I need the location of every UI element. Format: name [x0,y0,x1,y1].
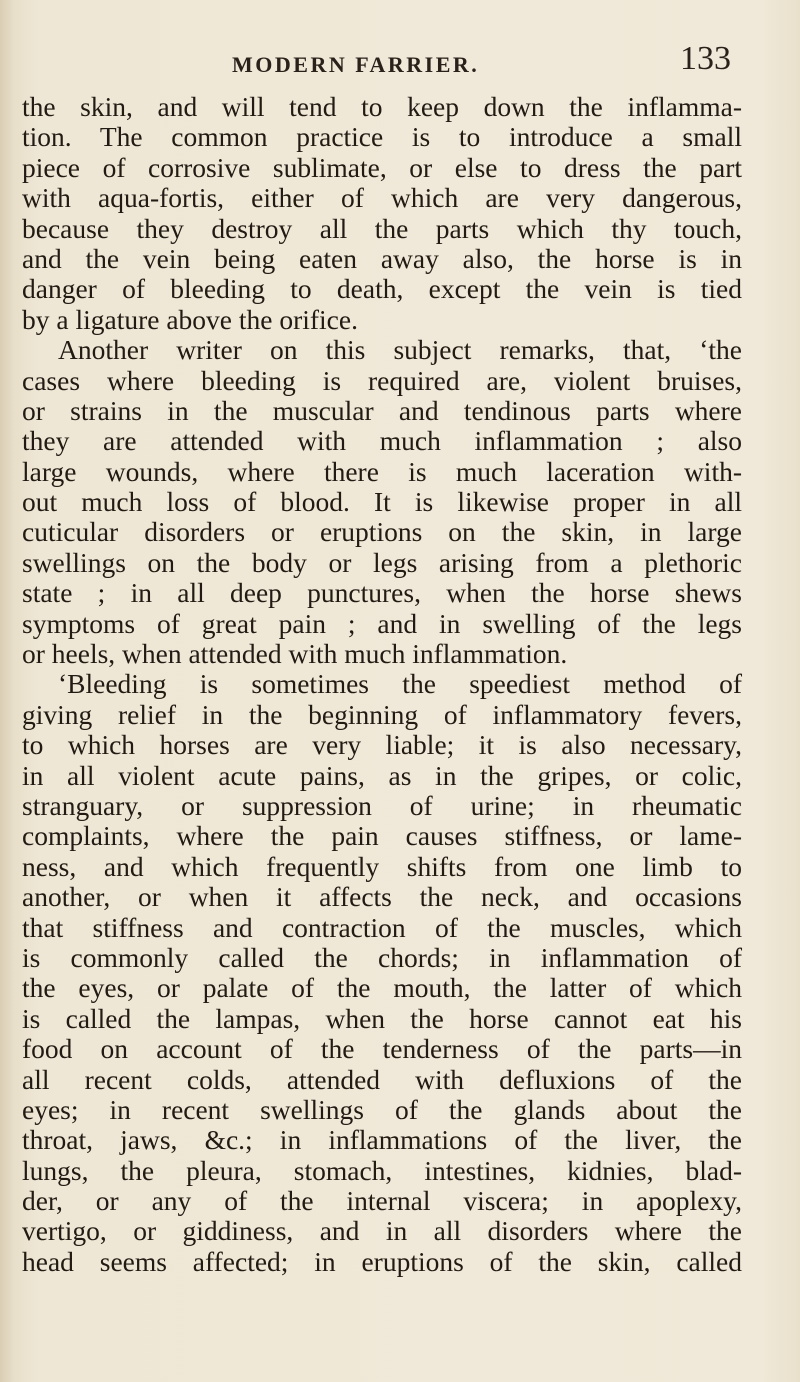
text-line: and the vein being eaten away also, the horse is in [22,242,742,274]
text-line: food on account of the tenderness of the parts—in [22,1033,742,1065]
text-line: ‘Bleeding is sometimes the speediest method of [58,668,742,700]
text-line: they are attended with much inflammation ; also [22,425,742,457]
text-line: large wounds, where there is much laceration with- [22,455,742,487]
page-number: 133 [680,40,731,77]
text-line: the eyes, or palate of the mouth, the latter of which [22,972,742,1004]
text-line: that stiffness and contraction of the muscles, which [22,911,742,943]
text-line: symptoms of great pain ; and in swelling of the legs [22,607,742,639]
text-line: state ; in all deep punctures, when the horse shews [22,577,742,609]
text-line: by a ligature above the orifice. [22,303,358,335]
text-line: ness, and which frequently shifts from one limb to [22,850,742,882]
text-line: another, or when it affects the neck, and occasions [22,881,742,913]
text-line: in all violent acute pains, as in the gripes, or colic, [22,759,742,791]
body-text [22,92,742,1277]
text-line: or strains in the muscular and tendinous parts where [22,394,742,426]
text-line: giving relief in the beginning of inflammatory fevers, [22,698,742,730]
text-line: head seems affected; in eruptions of the skin, called [22,1245,742,1277]
text-line: is commonly called the chords; in inflammation of [22,941,742,973]
text-line: tion. The common practice is to introduce a small [22,121,742,153]
text-line: because they destroy all the parts which thy touch, [22,212,742,244]
text-line: to which horses are very liable; it is also necessary, [22,729,742,761]
text-line: stranguary, or suppression of urine; in rheumatic [22,789,742,821]
text-line: throat, jaws, &c.; in inflammations of the liver, the [22,1124,742,1156]
text-line: the skin, and will tend to keep down the inflamma- [22,91,742,122]
text-line: vertigo, or giddiness, and in all disorders where the [22,1215,742,1247]
text-line: eyes; in recent swellings of the glands about the [22,1093,742,1125]
text-line: cases where bleeding is required are, violent bruises, [22,364,742,396]
text-line: is called the lampas, when the horse cannot eat his [22,1002,742,1034]
text-line: danger of bleeding to death, except the vein is tied [22,273,742,305]
text-line: swellings on the body or legs arising from a plethoric [22,546,742,578]
text-line: der, or any of the internal viscera; in apoplexy, [22,1185,742,1217]
text-line: Another writer on this subject remarks, that, ‘the [58,334,742,366]
text-line: piece of corrosive sublimate, or else to dress the part [22,151,742,183]
text-line: or heels, when attended with much inflammation. [22,638,568,670]
text-line: with aqua-fortis, either of which are very dangerous, [22,182,742,214]
running-title: MODERN FARRIER. [232,52,480,77]
text-line: complaints, where the pain causes stiffness, or lame- [22,820,742,852]
text-line: out much loss of blood. It is likewise proper in all [22,486,742,518]
running-head [0,40,800,84]
text-line: cuticular disorders or eruptions on the skin, in large [22,516,742,548]
text-line: lungs, the pleura, stomach, intestines, kidnies, blad- [22,1154,742,1186]
text-line: all recent colds, attended with defluxions of the [22,1063,742,1095]
